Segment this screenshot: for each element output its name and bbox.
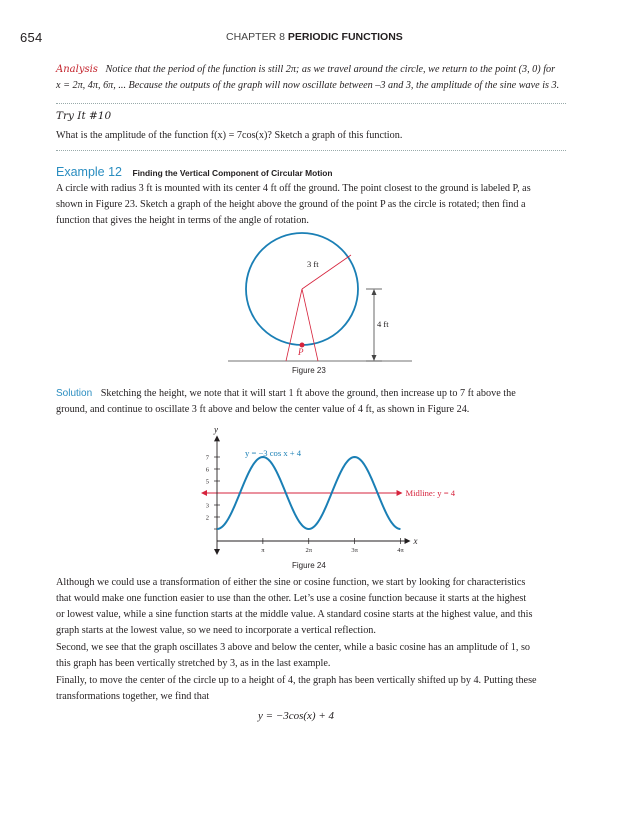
paragraph-2-line-2: this graph has been vertically stretched by 3, as in the last example. [56,658,331,669]
example-label: Example 12 [56,165,123,179]
chapter-label: CHAPTER 8 [226,31,285,43]
chapter-title: PERIODIC FUNCTIONS [287,31,403,43]
analysis-text-2: x = 2π, 4π, 6π, ... Because the outputs of the graph will now oscillate between –3 and 3, the amplitude of the sine wave is 3. [56,80,560,91]
figure-24-chart [195,424,456,558]
tick-marks [214,457,400,544]
midline-arrow-left [201,490,207,496]
x-tick-label: 3π [351,547,358,554]
paragraph-1-line-4: graph starts at the lowest value, so we need to incorporate a vertical reflection. [56,625,376,636]
support-right [302,289,318,361]
example-title: Finding the Vertical Component of Circular Motion [132,168,333,178]
x-tick-label: 2π [305,547,313,554]
example-line-1: A circle with radius 3 ft is mounted with its center 4 ft off the ground. The point closest to the ground is labeled P, as [56,183,531,194]
figure-23-caption: Figure 23 [292,366,326,375]
y-tick-label: 6 [205,466,209,474]
y-tick-label: 2 [205,514,209,522]
dim-arrow-down [372,355,377,361]
chapter-header [226,31,403,43]
try-it-label: Try It #10 [56,110,112,122]
equation-label: y = −3 cos x + 4 [245,448,302,458]
paragraph-3-line-1: Finally, to move the center of the circle up to a height of 4, the graph has been vertically shifted up by 4. Putting these [56,675,537,686]
x-axis-arrow [405,538,411,544]
example-heading [56,163,333,181]
solution-text-2: ground, and continue to oscillate 3 ft above and below the center value of 4 ft, as shown in Figure 24. [56,404,470,415]
paragraph-1-line-1: Although we could use a transformation of either the sine or cosine function, we start by looking for characteristics [56,577,526,588]
paragraph-2-line-1: Second, we see that the graph oscillates 3 above and below the center, while a basic cosine has an amplitude of 1, so [56,642,531,653]
analysis-label: Analysis [56,64,98,75]
y-tick-label: 5 [205,478,209,486]
solution-text-1: Sketching the height, we note that it will start 1 ft above the ground, then increase up to 7 ft above the [100,388,516,399]
paragraph-1-line-2: that would make one function easier to use than the other. Let’s use a cosine function because it starts at the highest [56,593,527,604]
solution-line-1 [56,386,516,403]
analysis-line-1 [56,62,555,79]
figure-23 [220,230,420,380]
paragraph-1-line-3: or lowest value, while a sine function starts at the middle value. A standard cosine starts at the highest value, and this [56,609,533,620]
figure-24-caption: Figure 24 [292,561,326,570]
y-tick-label: 7 [205,454,209,462]
dim-arrow-up [372,289,377,295]
example-line-3: function that gives the height in terms of the angle of rotation. [56,215,309,226]
y-axis-label: y [214,424,218,435]
y-tick-label: 3 [205,502,209,510]
x-tick-label: 4π [397,547,404,554]
midline-label: Midline: y = 4 [405,488,456,498]
page-number: 654 [20,30,43,45]
paragraph-3-line-2: transformations together, we find that [56,691,210,702]
example-line-2: shown in Figure 23. Sketch a graph of the height above the ground of the point P as the circle is rotated; then find a [56,199,526,210]
radius-label: 3 ft [307,259,319,269]
solution-label: Solution [56,388,93,399]
y-axis-arrow-up [214,435,220,441]
x-axis-label: x [413,536,418,546]
divider [56,103,566,104]
x-tick-label: π [261,547,265,554]
height-label: 4 ft [377,319,389,329]
divider [56,150,566,151]
final-equation: y = −3cos(x) + 4 [258,710,335,722]
midline-arrow-right [397,490,403,496]
try-it-question: What is the amplitude of the function f(x) = 7cos(x)? Sketch a graph of this function. [56,130,403,141]
point-p-label: P [298,347,304,357]
y-axis-arrow-down [214,549,220,555]
analysis-text-1: Notice that the period of the function is still 2π; as we travel around the circle, we return to the point (3, 0) for [105,64,556,75]
